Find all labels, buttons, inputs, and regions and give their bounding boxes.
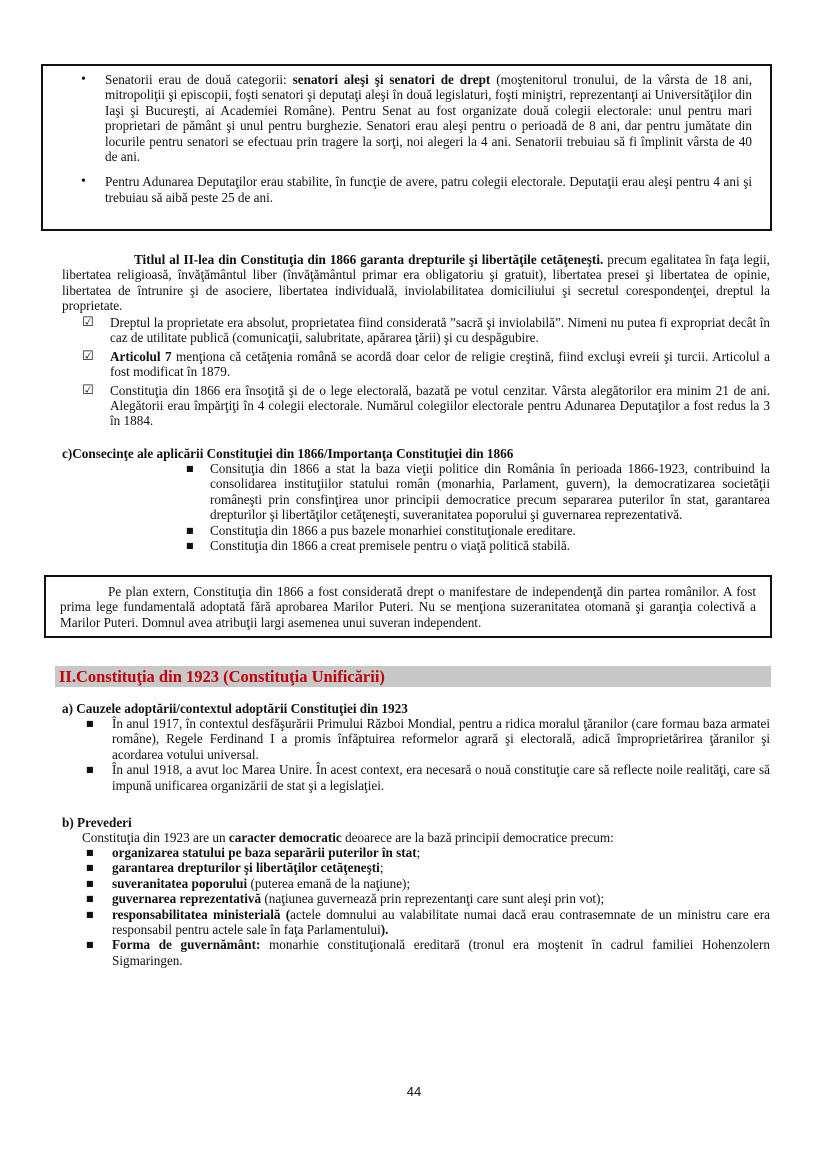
square-bullet-icon: ■ <box>86 894 94 904</box>
bullet-icon: • <box>81 174 86 190</box>
text: menţiona că cetăţenia română se acordă doar celor de religie creştină, fiind excluşi evreii şi turcii. Articolul a fost modificat în 1879. <box>110 348 770 380</box>
text: Consituţia din 1866 a stat la baza vieţii politice din România în perioada 1866-1923, contribuind la consolidarea instituţiilor statului român (monarhia, Parlament, guvern), la democratizarea societăţii româneşti prin consfinţirea unor principii democratice precum separarea puterilor în stat, garantarea drepturilor şi libertăţilor cetăţeneşti, suveranitatea poporului şi guvernarea reprezentativă. <box>210 461 770 523</box>
heading-text: a) Cauzele adoptării/contextul adoptării Constituţiei din 1923 <box>62 701 408 716</box>
section-heading <box>62 446 770 461</box>
text: Constituţia din 1866 era însoţită şi de o lege electorală, bazată pe votul cenzitar. Vârsta alegătorilor era minim 21 de ani. Alegătorii erau împărţiţi în 4 colegii electorale. Numărul colegiilor electorale pentru Adunarea Deputaţilor a fost redus la 3 în 1884. <box>110 382 770 429</box>
text: (moştenitorul tronului, de la vârsta de 18 ani, mitropoliţii şi episcopii, foşti senatori şi deputaţi aleşi în două legislaturi, foşti miniştri, reprezentanţi ai Universităţilor din Iaşi şi Bucureşti, ai Academiei Române). Pentru Senat au fost organizate două colegii electorale: unul pentru mari proprietari de pământ şi unul pentru burghezie. Senatori erau aleşi pentru o perioadă de 8 ani, dar pentru jumătate din locurile pentru senatori se efectuau prin tragere la sorţi, noi alegeri la 4 ani. Senatorii trebuiau să fi împlinit vârsta de 40 de ani. <box>105 72 753 165</box>
page-number: 44 <box>406 1084 422 1099</box>
text: Pentru Adunarea Deputaţilor erau stabilite, în funcţie de avere, patru colegii electorale. Deputaţii erau aleşi pentru 4 ani şi trebuiau să aibă peste 25 de ani. <box>105 174 752 205</box>
section-heading <box>62 701 770 716</box>
bold-text: Articolul 7 <box>110 348 172 364</box>
section-banner: II.Constituţia din 1923 (Constituţia Unificării) <box>55 666 771 687</box>
bold-text: senatori aleşi şi senatori de drept <box>292 72 491 87</box>
list-item <box>86 891 770 906</box>
bold-text: suveranitatea poporului <box>112 875 248 891</box>
text: În anul 1918, a avut loc Marea Unire. În acest context, era necesară o nouă constituţie care să reflecte noile realităţi, care să impună unificarea organizării de stat şi a legislaţiei. <box>112 762 770 793</box>
list-item <box>86 845 770 860</box>
title-ii-paragraph <box>62 252 770 314</box>
list-item <box>82 383 770 429</box>
list-item <box>186 523 770 538</box>
bold-text: Titlul al II-lea din Constituţia din 1866 garanta drepturile şi libertăţile cetăţeneşti. <box>134 252 604 267</box>
list-item <box>82 349 770 380</box>
causes-list <box>86 716 770 793</box>
list-item <box>86 907 770 938</box>
bold-text: organizarea statului pe baza separării puterilor în stat <box>112 845 417 860</box>
consequences-list <box>186 461 770 553</box>
bold-text: responsabilitatea ministerială ( <box>112 906 291 922</box>
checkbox-icon: ☑ <box>82 315 94 330</box>
section-heading <box>62 815 770 830</box>
square-bullet-icon: ■ <box>86 848 94 857</box>
square-bullet-icon: ■ <box>186 464 194 473</box>
text: deoarece are la bază principii democratice precum: <box>341 830 614 845</box>
bold-text: ). <box>380 922 389 938</box>
square-bullet-icon: ■ <box>86 878 94 888</box>
list-item <box>186 461 770 523</box>
list-item <box>86 716 770 762</box>
list-item <box>82 315 770 346</box>
square-bullet-icon: ■ <box>86 765 94 775</box>
senate-deputies-box <box>41 64 772 231</box>
text: Constituţia din 1866 a pus bazele monarhiei constituţionale ereditare. <box>210 522 576 538</box>
text: ; <box>416 845 421 860</box>
text: Constituţia din 1923 are un <box>82 830 229 845</box>
list-item <box>86 860 770 875</box>
text: (naţiunea guvernează prin reprezentanţi care sunt aleşi prin vot); <box>261 891 605 907</box>
heading-text: c)Consecinţe ale aplicării Constituţiei din 1866/Importanţa Constituţiei din 1866 <box>62 446 514 461</box>
bullet-icon: • <box>81 72 86 87</box>
list-item <box>186 538 770 553</box>
square-bullet-icon: ■ <box>186 541 194 551</box>
square-bullet-icon: ■ <box>186 525 194 535</box>
square-bullet-icon: ■ <box>86 909 94 919</box>
text: Constituţia din 1866 a creat premisele pentru o viaţă politică stabilă. <box>210 538 570 554</box>
provisions-list <box>86 845 770 968</box>
bold-text: caracter democratic <box>228 830 342 845</box>
text: actele domnului au valabilitate numai dacă erau contrasemnate de un ministru care era responsabil pentru actele sale în faţa Parlamentului <box>112 906 770 938</box>
list-item <box>81 174 752 205</box>
list-item <box>86 937 770 968</box>
list-item <box>86 762 770 793</box>
list-item <box>86 876 770 891</box>
checkbox-list <box>82 315 770 432</box>
bold-text: guvernarea reprezentativă <box>112 891 262 907</box>
text: Dreptul la proprietate era absolut, proprietatea fiind considerată ”sacră şi inviolabilă”. Nimeni nu putea fi expropriat decât în caz de utilitate publică (comunicaţii, salubritate, apărarea ţării) şi cu despăgubire. <box>110 315 770 346</box>
text: monarhie constituţională ereditară (tronul era moştenit în cadrul familiei Hohenzolern Sigmaringen. <box>112 937 770 968</box>
external-plan-box <box>44 575 772 638</box>
text: Pe plan extern, Constituţia din 1866 a fost considerată drept o manifestare de independenţă din partea românilor. A fost prima lege fundamentală adoptată fără aprobarea Marilor Puteri. Nu se menţiona suzeranitatea otomană şi garanţia colectivă a Marilor Puteri. Domnul avea atribuţii largi asemenea unui suveran independent. <box>60 584 756 630</box>
text: ; <box>379 860 384 876</box>
square-bullet-icon: ■ <box>86 719 94 728</box>
provisions-intro <box>82 830 770 845</box>
list-item <box>81 72 753 165</box>
checkbox-icon: ☑ <box>82 382 94 398</box>
square-bullet-icon: ■ <box>86 940 94 950</box>
checkbox-icon: ☑ <box>82 348 94 364</box>
bold-text: Forma de guvernământ: <box>112 937 261 953</box>
text: În anul 1917, în contextul desfăşurării Primului Război Mondial, pentru a ridica moralul ţăranilor (care formau baza armatei române), Regele Ferdinand I a promis înfăptuirea reformelor agrară şi electorală, adică împroprietărirea ţăranilor şi acordarea votului universal. <box>112 716 770 762</box>
square-bullet-icon: ■ <box>86 863 94 873</box>
text: (puterea emană de la naţiune); <box>247 875 411 891</box>
text: precum egalitatea în faţa legii, libertatea religioasă, învăţământul liber (învăţământul primar era obligatoriu şi gratuit), libertatea presei şi libertatea de opinie, libertatea de întrunire şi de asociere, libertatea individuală, inviolabilitatea domiciliului şi secretul corespondenţei, dreptul la proprietate. <box>62 252 770 314</box>
bold-text: garantarea drepturilor şi libertăţilor cetăţeneşti <box>112 860 380 876</box>
heading-text: b) Prevederi <box>62 815 132 830</box>
text: Senatorii erau de două categorii: <box>105 72 293 87</box>
